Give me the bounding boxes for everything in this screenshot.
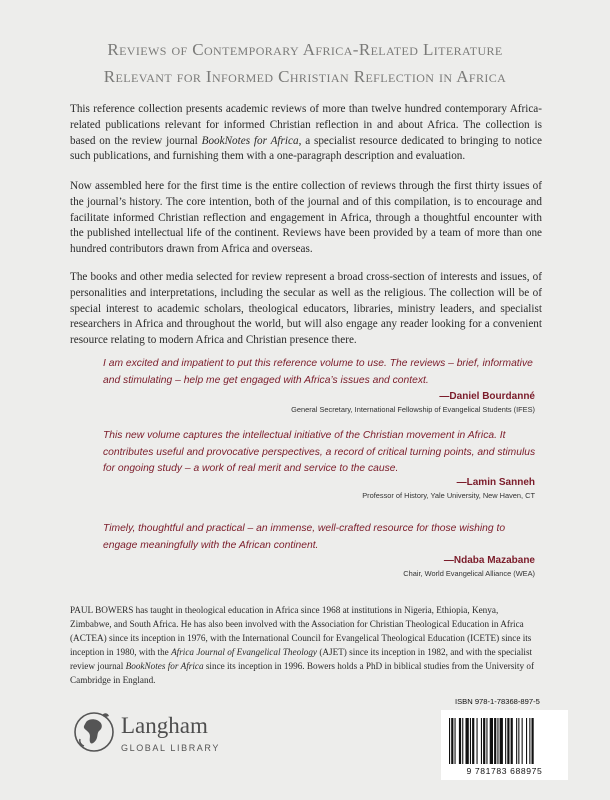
publisher-imprint: GLOBAL LIBRARY: [121, 743, 220, 753]
barcode-bar: [449, 718, 450, 764]
publisher-logo: [73, 707, 233, 757]
endorsement-role-1: General Secretary, International Fellowship of Evangelical Students (IFES): [291, 405, 535, 414]
book-back-title: [0, 36, 610, 90]
barcode-bar: [497, 718, 498, 764]
barcode-bar: [500, 718, 503, 764]
barcode-bar: [455, 718, 456, 764]
barcode-bar: [462, 718, 463, 764]
description-paragraph-1: This reference collection presents academic reviews of more than twelve hundred contemporary Africa-related publications relevant for informed Christian reflection in and about Africa. The collection is based on the review journal BookNotes for Africa, a specialist resource dedicated to bringing to notice such publications, and furnishing them with a one-paragraph description and evaluation.: [70, 103, 542, 163]
barcode: [441, 710, 568, 780]
barcode-bar: [472, 718, 474, 764]
barcode-bar: [481, 718, 482, 764]
author-bio: PAUL BOWERS has taught in theological education in Africa since 1968 at institutions in Nigeria, Ethiopia, Kenya, Zimbabwe, and South Africa. He has also been involved with the Association for Christian Theological Education in Africa (ACTEA) since its inception in 1976, with the International Council for Evangelical Theological Education (ICETE) since its inception in 1980, with the Africa Journal of Evangelical Theology (AJET) since its inception in 1982, and with the specialist review journal BookNotes for Africa since its inception in 1996. Bowers holds a PhD in biblical studies from the University of Cambridge in England.: [70, 605, 535, 685]
barcode-bar: [511, 718, 513, 764]
endorsement-author-2: —Lamin Sanneh: [456, 477, 535, 488]
endorsement-quote-3: Timely, thoughtful and practical – an immense, well-crafted resource for those wishing to engage meaningfully with the African continent.: [103, 523, 506, 551]
barcode-bar: [507, 718, 509, 764]
endorsement-quote-1: I am excited and impatient to put this reference volume to use. The reviews – brief, informative and stimulating – help me get engaged with Africa’s issues and context.: [103, 358, 533, 386]
description-paragraph-3: The books and other media selected for review represent a broad cross-section of interests and issues, of personalities and interpretations, including the secular as well as the religious. The collection will be of special interest to academic scholars, theological educators, libraries, ministry leaders, and specialist researchers in Africa and throughout the world, but will also engage any reader looking for a convenient resource relating to modern Africa and Christian presence there.: [70, 271, 542, 347]
title-line-1: Reviews of Contemporary Africa-Related Literature: [107, 40, 503, 59]
barcode-bar: [466, 718, 469, 764]
barcode-bar: [483, 718, 485, 764]
barcode-bar: [518, 718, 519, 764]
barcode-bar: [505, 718, 506, 764]
barcode-bar: [529, 718, 530, 764]
publisher-name: Langham: [121, 713, 208, 738]
endorsement-author-3: —Ndaba Mazabane: [443, 555, 535, 566]
barcode-bar: [459, 718, 461, 764]
barcode-bar: [532, 718, 534, 764]
endorsement-role-2: Professor of History, Yale University, New Haven, CT: [362, 491, 535, 500]
isbn-label: ISBN 978-1-78368-897-5: [455, 697, 540, 706]
barcode-bar: [486, 718, 487, 764]
barcode-bar: [516, 718, 517, 764]
barcode-bar: [526, 718, 527, 764]
endorsement-quote-2: This new volume captures the intellectual initiative of the Christian movement in Africa. It contributes useful and provocative perspectives, a record of critical turning points, and stimulus for ongoing study – a work of real merit and service to the cause.: [103, 430, 536, 474]
barcode-bar: [451, 718, 453, 764]
barcode-bar: [490, 718, 493, 764]
barcode-bars: [449, 718, 560, 764]
description-paragraph-2: Now assembled here for the first time is the entire collection of reviews through the first thirty issues of the journal’s history. The core intention, both of the journal and of this compilation, is to encourage and facilitate informed Christian reflection and engagement in Africa, through a thoughtful encounter with the published intellectual life of the continent. Reviews have been provided by a team of more than one hundred contributors drawn from Africa and overseas.: [70, 180, 542, 256]
journal-title: BookNotes for Africa: [201, 134, 299, 147]
barcode-bar: [522, 718, 523, 764]
barcode-bar: [477, 718, 478, 764]
barcode-bar: [494, 718, 496, 764]
endorsement-role-3: Chair, World Evangelical Alliance (WEA): [403, 569, 535, 578]
barcode-number: 9 781783 688975: [466, 766, 543, 776]
title-line-2: Relevant for Informed Christian Reflection in Africa: [103, 67, 507, 86]
barcode-bar: [470, 718, 471, 764]
globe-emblem-icon: [73, 709, 115, 753]
endorsement-author-1: —Daniel Bourdanné: [439, 391, 535, 402]
